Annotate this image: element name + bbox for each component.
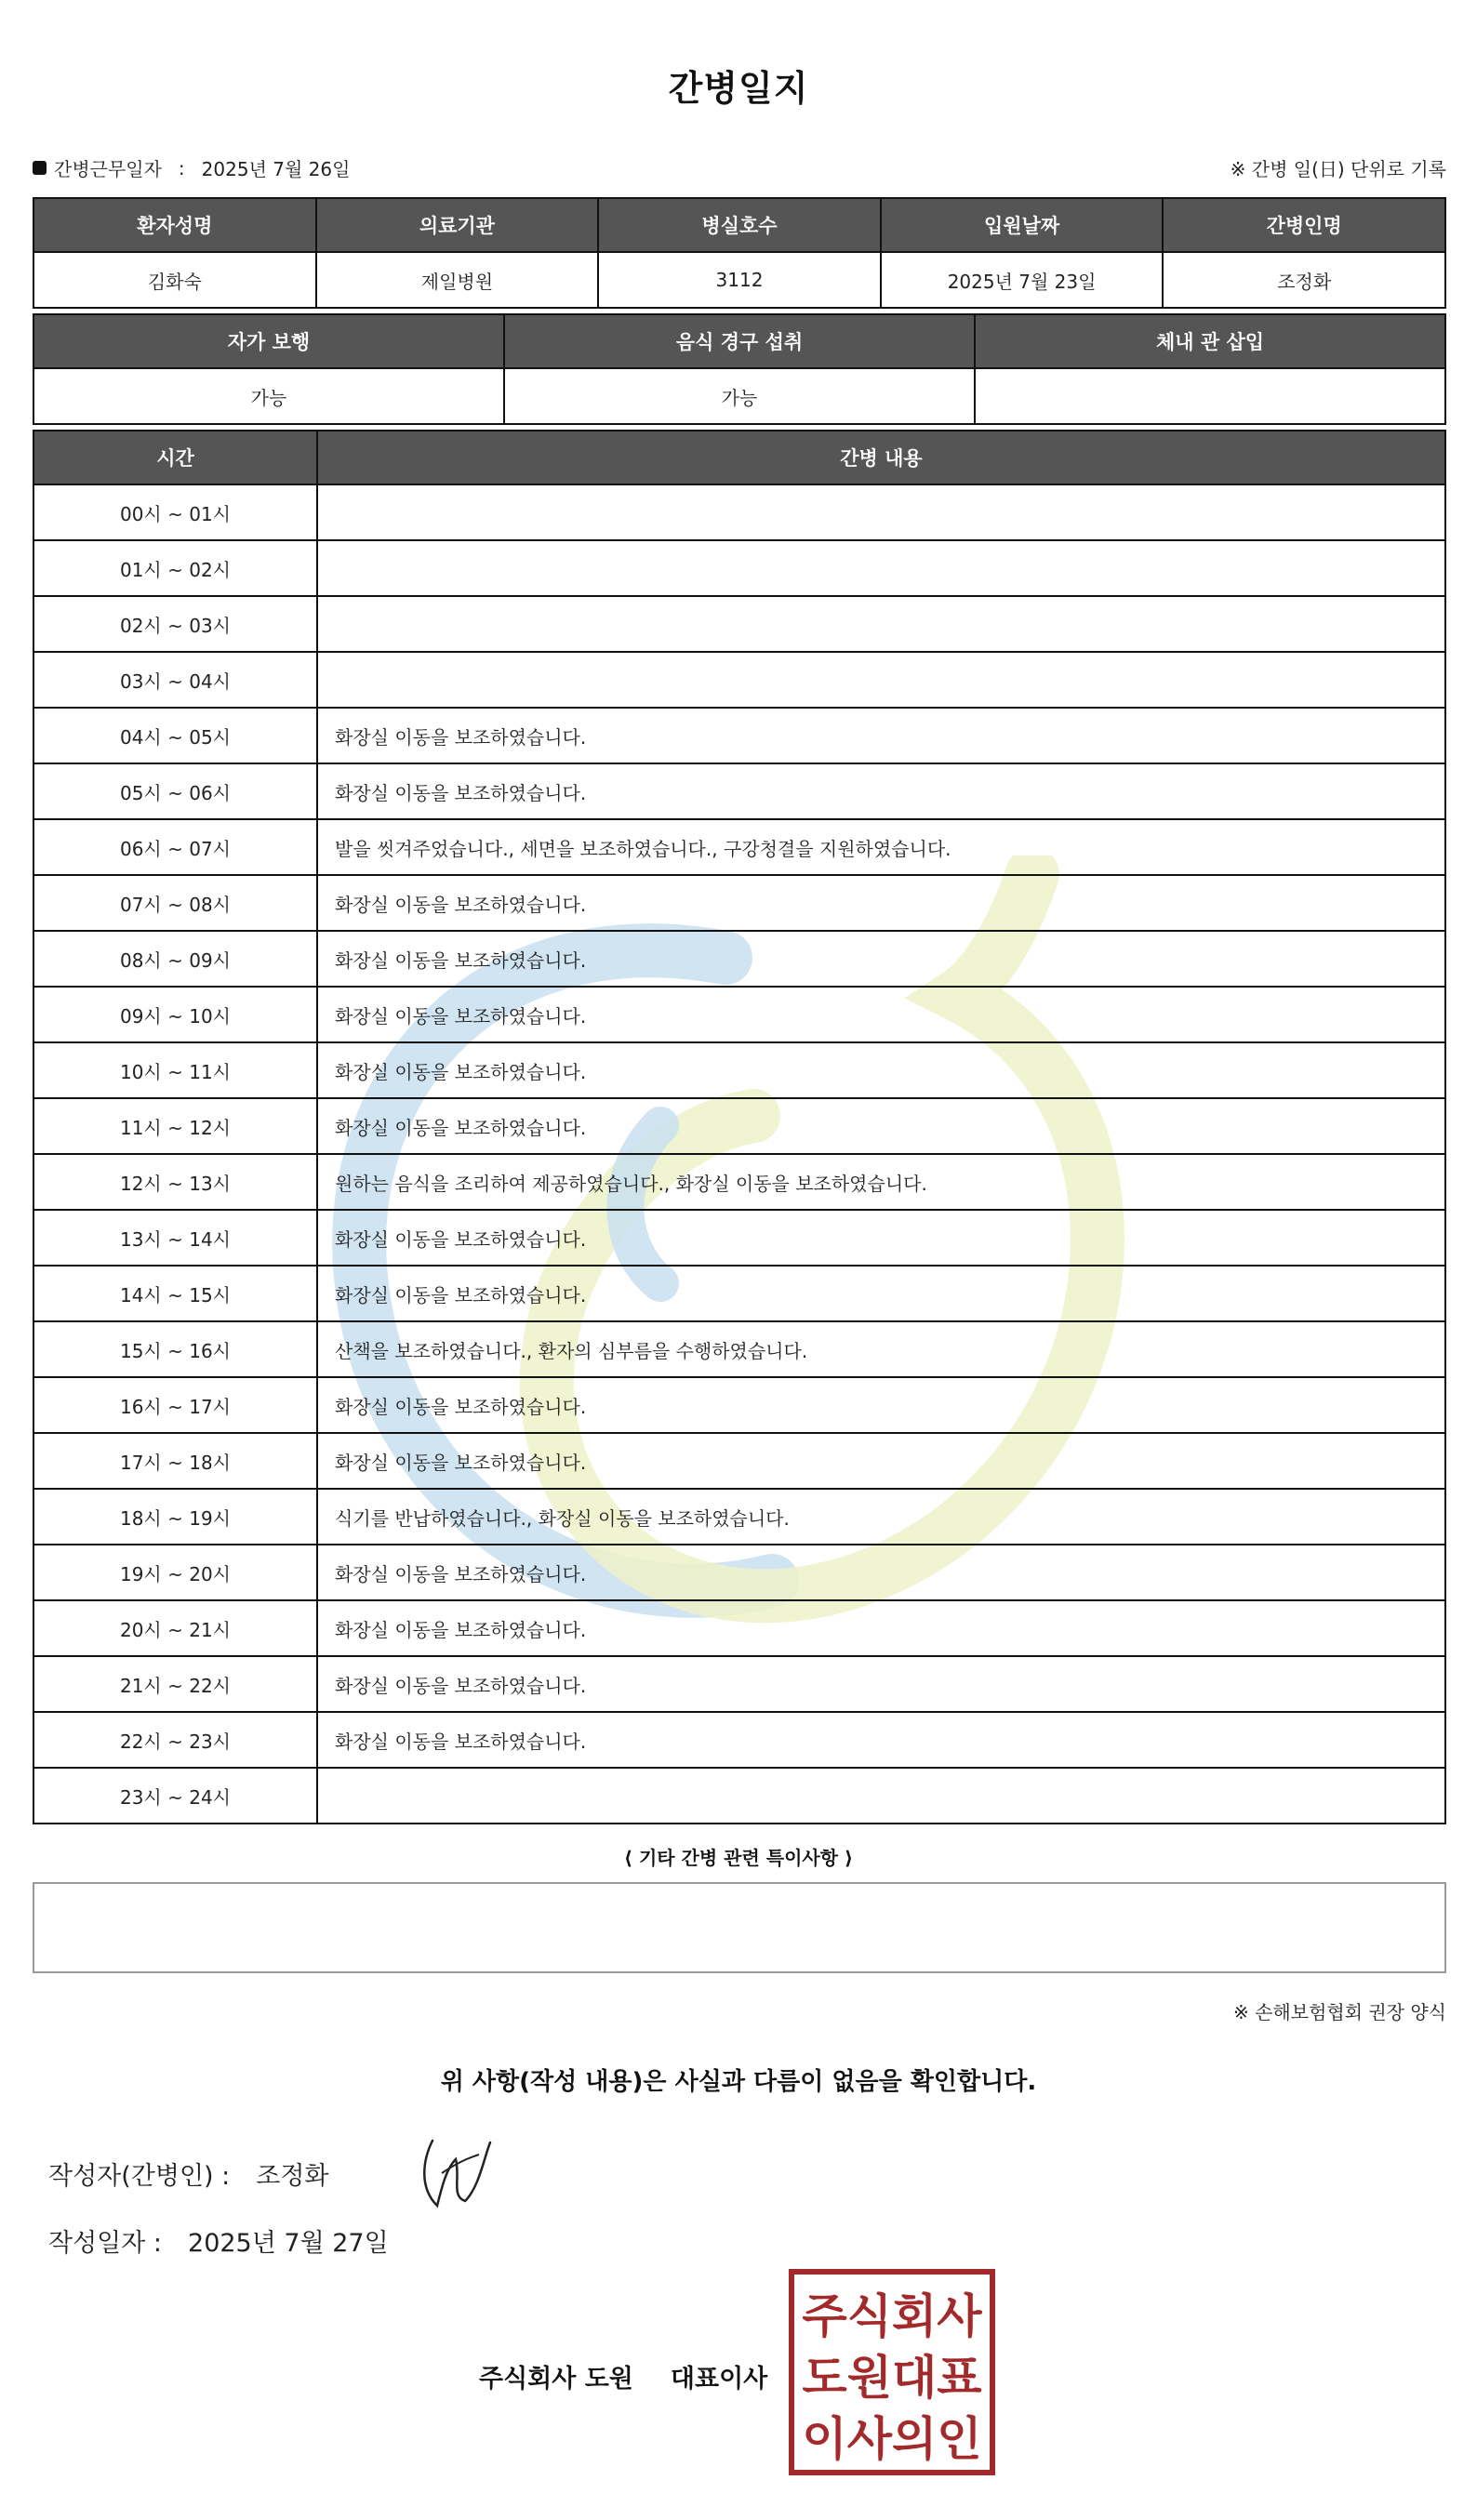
header-admission-date: 입원날짜 <box>881 198 1164 252</box>
patient-status-table <box>33 313 1446 425</box>
log-time: 23시 ~ 24시 <box>33 1768 317 1824</box>
log-row <box>33 540 1445 596</box>
log-content: 화장실 이동을 보조하였습니다. <box>317 1210 1445 1266</box>
log-time: 06시 ~ 07시 <box>33 819 317 875</box>
log-row <box>33 1433 1445 1489</box>
log-content: 화장실 이동을 보조하였습니다. <box>317 1545 1445 1600</box>
header-self-walking: 자가 보행 <box>33 314 504 368</box>
self-walking-value: 가능 <box>33 368 504 424</box>
log-content <box>317 652 1445 708</box>
header-caregiver-name: 간병인명 <box>1163 198 1445 252</box>
header-hospital: 의료기관 <box>316 198 599 252</box>
log-header-row <box>33 431 1445 484</box>
log-content: 화장실 이동을 보조하였습니다. <box>317 1433 1445 1489</box>
written-date-label: 작성일자 : <box>48 2229 163 2258</box>
log-time: 21시 ~ 22시 <box>33 1656 317 1712</box>
log-time: 04시 ~ 05시 <box>33 708 317 763</box>
header-tube-insertion: 체내 관 삽입 <box>975 314 1445 368</box>
log-content: 화장실 이동을 보조하였습니다. <box>317 1266 1445 1321</box>
log-row <box>33 1768 1445 1824</box>
log-row <box>33 1545 1445 1600</box>
work-date <box>33 154 350 181</box>
room-number: 3112 <box>598 252 881 308</box>
care-log-table <box>33 430 1446 1824</box>
written-date-value: 2025년 7월 27일 <box>188 2229 389 2258</box>
log-time: 05시 ~ 06시 <box>33 763 317 819</box>
log-time: 19시 ~ 20시 <box>33 1545 317 1600</box>
work-date-separator: : <box>178 156 185 179</box>
log-time: 03시 ~ 04시 <box>33 652 317 708</box>
log-content: 화장실 이동을 보조하였습니다. <box>317 987 1445 1042</box>
log-content: 화장실 이동을 보조하였습니다. <box>317 763 1445 819</box>
log-row <box>33 708 1445 763</box>
header-care-content: 간병 내용 <box>317 431 1445 484</box>
signature-stroke <box>424 2141 490 2206</box>
log-row <box>33 931 1445 987</box>
company-seal <box>789 2269 995 2475</box>
log-content: 화장실 이동을 보조하였습니다. <box>317 875 1445 931</box>
log-content: 화장실 이동을 보조하였습니다. <box>317 1656 1445 1712</box>
log-time: 09시 ~ 10시 <box>33 987 317 1042</box>
log-row <box>33 763 1445 819</box>
header-oral-intake: 음식 경구 섭취 <box>504 314 975 368</box>
log-row <box>33 1600 1445 1656</box>
status-header-row <box>33 314 1445 368</box>
log-row <box>33 1321 1445 1377</box>
oral-intake-value: 가능 <box>504 368 975 424</box>
log-row <box>33 1712 1445 1768</box>
log-row <box>33 1210 1445 1266</box>
log-time: 01시 ~ 02시 <box>33 540 317 596</box>
log-row <box>33 1656 1445 1712</box>
work-date-label: 간병근무일자 <box>54 158 162 180</box>
company-line <box>479 2358 767 2394</box>
log-row <box>33 1042 1445 1098</box>
log-row <box>33 1489 1445 1545</box>
seal-line-1: 주식회사 <box>802 2289 982 2343</box>
log-content: 발을 씻겨주었습니다., 세면을 보조하였습니다., 구강청결을 지원하였습니다. <box>317 819 1445 875</box>
log-row <box>33 484 1445 540</box>
log-content <box>317 1768 1445 1824</box>
log-time: 16시 ~ 17시 <box>33 1377 317 1433</box>
log-row <box>33 819 1445 875</box>
log-content: 원하는 음식을 조리하여 제공하였습니다., 화장실 이동을 보조하였습니다. <box>317 1154 1445 1210</box>
written-date-line <box>48 2222 389 2259</box>
log-body <box>33 484 1445 1824</box>
log-content: 산책을 보조하였습니다., 환자의 심부름을 수행하였습니다. <box>317 1321 1445 1377</box>
log-time: 08시 ~ 09시 <box>33 931 317 987</box>
admission-date: 2025년 7월 23일 <box>881 252 1164 308</box>
meta-row <box>33 154 1446 184</box>
special-notes-box <box>33 1882 1446 1973</box>
signature-stroke-2 <box>442 2155 479 2173</box>
page-title: 간병일지 <box>668 68 809 109</box>
log-content: 화장실 이동을 보조하였습니다. <box>317 1600 1445 1656</box>
log-row <box>33 1098 1445 1154</box>
log-content <box>317 596 1445 652</box>
log-time: 15시 ~ 16시 <box>33 1321 317 1377</box>
log-time: 20시 ~ 21시 <box>33 1600 317 1656</box>
header-room-number: 병실호수 <box>598 198 881 252</box>
log-content: 화장실 이동을 보조하였습니다. <box>317 1377 1445 1433</box>
log-time: 00시 ~ 01시 <box>33 484 317 540</box>
seal-line-2: 도원대표 <box>802 2351 982 2405</box>
header-patient-name: 환자성명 <box>33 198 316 252</box>
patient-name: 김화숙 <box>33 252 316 308</box>
seal-line-3: 이사의인 <box>802 2412 982 2466</box>
log-row <box>33 1266 1445 1321</box>
log-row <box>33 987 1445 1042</box>
company-name: 주식회사 도원 <box>479 2365 633 2394</box>
special-notes-title: ⟨ 기타 간병 관련 특이사항 ⟩ <box>623 1847 854 1869</box>
log-time: 07시 ~ 08시 <box>33 875 317 931</box>
log-time: 22시 ~ 23시 <box>33 1712 317 1768</box>
log-time: 17시 ~ 18시 <box>33 1433 317 1489</box>
record-unit-note: ※ 간병 일(日) 단위로 기록 <box>1230 158 1446 180</box>
work-date-value: 2025년 7월 26일 <box>201 158 351 180</box>
header-time: 시간 <box>33 431 317 484</box>
log-row <box>33 1377 1445 1433</box>
confirmation-statement: 위 사항(작성 내용)은 사실과 다름이 없음을 확인합니다. <box>440 2068 1037 2096</box>
writer-label: 작성자(간병인) : <box>48 2162 231 2191</box>
log-row <box>33 596 1445 652</box>
log-time: 12시 ~ 13시 <box>33 1154 317 1210</box>
log-time: 14시 ~ 15시 <box>33 1266 317 1321</box>
log-content: 화장실 이동을 보조하였습니다. <box>317 1712 1445 1768</box>
bullet-icon <box>33 161 47 175</box>
log-content: 화장실 이동을 보조하였습니다. <box>317 708 1445 763</box>
tube-insertion-value <box>975 368 1445 424</box>
log-row <box>33 875 1445 931</box>
log-content <box>317 484 1445 540</box>
patient-info-table <box>33 197 1446 309</box>
recommendation-note: ※ 손해보험협회 권장 양식 <box>1232 2001 1446 2023</box>
log-content: 화장실 이동을 보조하였습니다. <box>317 1042 1445 1098</box>
log-content: 식기를 반납하였습니다., 화장실 이동을 보조하였습니다. <box>317 1489 1445 1545</box>
log-row <box>33 1154 1445 1210</box>
company-rep-title: 대표이사 <box>670 2365 768 2394</box>
caregiver-name: 조정화 <box>1163 252 1445 308</box>
log-time: 02시 ~ 03시 <box>33 596 317 652</box>
log-time: 11시 ~ 12시 <box>33 1098 317 1154</box>
log-content <box>317 540 1445 596</box>
log-row <box>33 652 1445 708</box>
log-time: 10시 ~ 11시 <box>33 1042 317 1098</box>
log-time: 18시 ~ 19시 <box>33 1489 317 1545</box>
log-time: 13시 ~ 14시 <box>33 1210 317 1266</box>
log-content: 화장실 이동을 보조하였습니다. <box>317 931 1445 987</box>
patient-header-row <box>33 198 1445 252</box>
status-value-row <box>33 368 1445 424</box>
patient-value-row <box>33 252 1445 308</box>
log-content: 화장실 이동을 보조하였습니다. <box>317 1098 1445 1154</box>
writer-line <box>48 2155 329 2192</box>
signature <box>414 2131 498 2215</box>
writer-name: 조정화 <box>256 2162 329 2191</box>
hospital-name: 제일병원 <box>316 252 599 308</box>
